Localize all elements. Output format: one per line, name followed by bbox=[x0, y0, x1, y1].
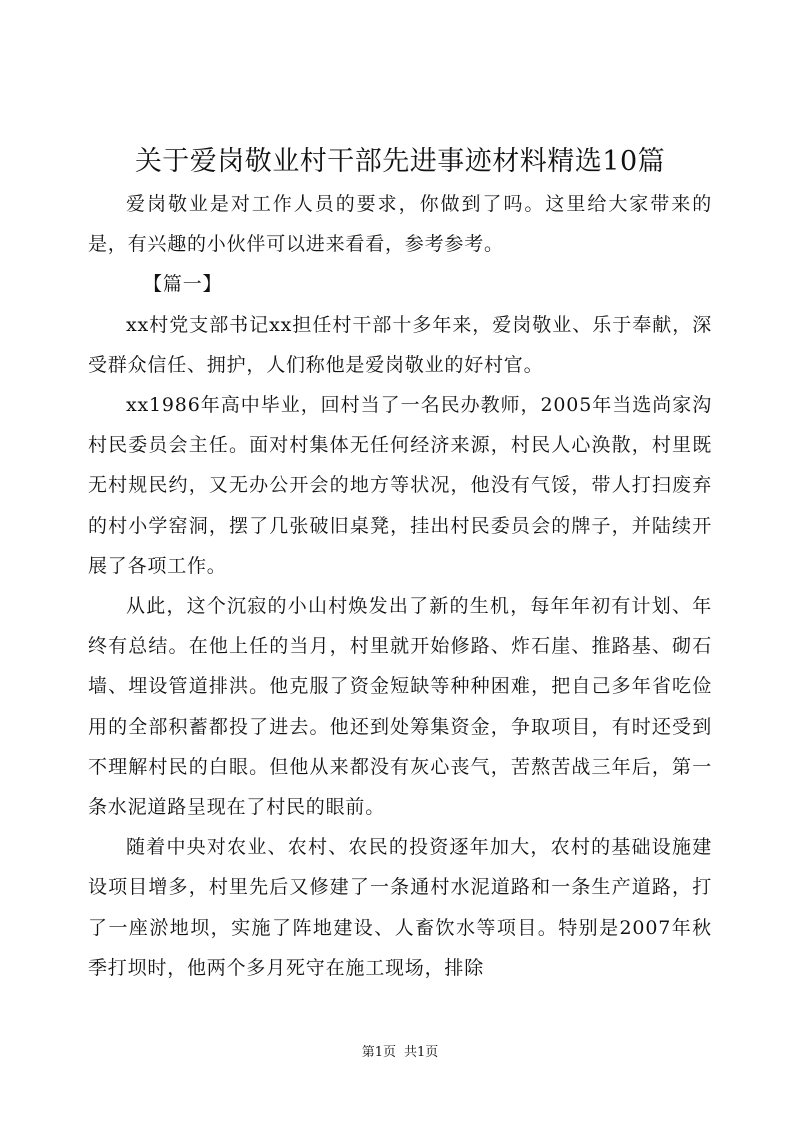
body-paragraph: 随着中央对农业、农村、农民的投资逐年加大，农村的基础设施建设项目增多，村里先后又修建了一条通村水泥道路和一条生产道路，打了一座淤地坝，实施了阵地建设、人畜饮水等项目。特别是2007年秋季打坝时，他两个多月死守在施工现场，排除 bbox=[88, 836, 712, 979]
page-total: 共1页 bbox=[404, 1045, 439, 1060]
section-heading: 【篇一】 bbox=[143, 273, 223, 296]
body-paragraph: xx1986年高中毕业，回村当了一名民办教师，2005年当选尚家沟村民委员会主任。面对村集体无任何经济来源，村民人心涣散，村里既无村规民约，又无办公开会的地方等状况，他没有气馁，带人打扫废弃的村小学窑洞，摆了几张破旧桌凳，挂出村民委员会的牌子，并陆续开展了各项工作。 bbox=[88, 394, 712, 577]
page-number: 第1页 bbox=[361, 1045, 396, 1060]
intro-paragraph: 爱岗敬业是对工作人员的要求，你做到了吗。这里给大家带来的是，有兴趣的小伙伴可以进来看看，参考参考。 bbox=[88, 193, 712, 256]
body-paragraph: 从此，这个沉寂的小山村焕发出了新的生机，每年年初有计划、年终有总结。在他上任的当月，村里就开始修路、炸石崖、推路基、砌石墙、埋设管道排洪。他克服了资金短缺等种种困难，把自己多年省吃俭用的全部积蓄都投了进去。他还到处筹集资金，争取项目，有时还受到不理解村民的白眼。但他从来都没有灰心丧气，苦熬苦战三年后，第一条水泥道路呈现在了村民的眼前。 bbox=[88, 595, 712, 819]
page-footer bbox=[0, 1044, 800, 1062]
body-paragraph: xx村党支部书记xx担任村干部十多年来，爱岗敬业、乐于奉献，深受群众信任、拥护，人们称他是爱岗敬业的好村官。 bbox=[88, 313, 712, 376]
document-body bbox=[88, 184, 712, 988]
document-title: 关于爱岗敬业村干部先进事迹材料精选10篇 bbox=[134, 146, 666, 177]
